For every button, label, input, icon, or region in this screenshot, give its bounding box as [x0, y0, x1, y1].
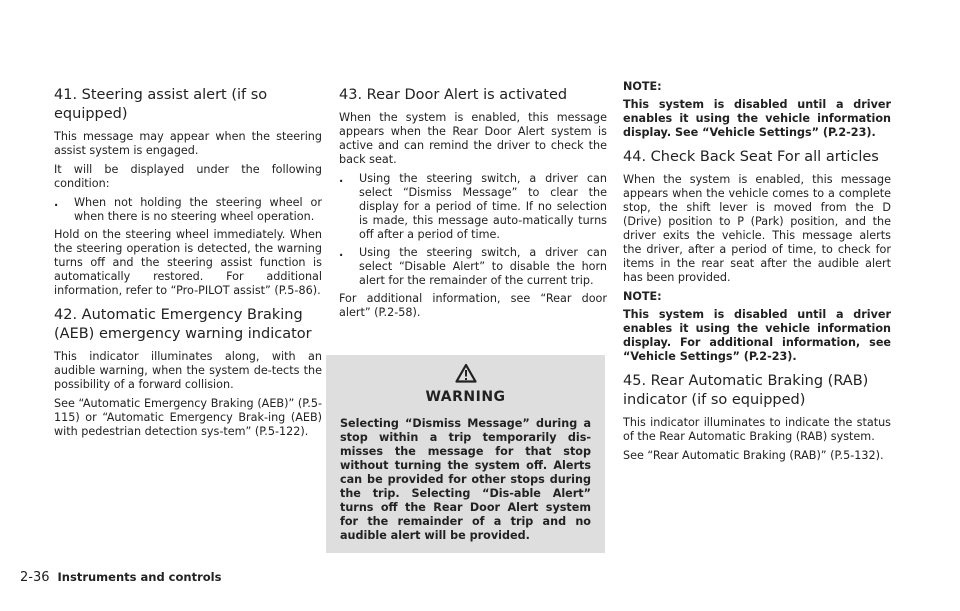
warning-triangle-icon	[455, 363, 477, 387]
note-1-heading: NOTE:	[623, 80, 662, 93]
section-41-para-2: It will be displayed under the following condition:	[54, 163, 322, 190]
section-43-bullet-2	[339, 246, 607, 288]
section-41-title: 41. Steering assist alert (if so equipped)	[54, 87, 268, 122]
warning-box	[326, 355, 605, 553]
page-number: 2-36	[20, 570, 50, 585]
bullet-marker: .	[339, 246, 344, 259]
bullet-marker: .	[54, 196, 59, 209]
column-left	[54, 86, 322, 444]
bullet-text: Using the steering switch, a driver can select “Dismiss Message” to clear the display for a period of time. If no selection is made, this message auto-matically turns off after a period of time.	[359, 172, 607, 241]
note-2-heading: NOTE:	[623, 290, 662, 303]
bullet-text: When not holding the steering wheel or when there is no steering wheel operation.	[74, 196, 322, 223]
warning-header	[326, 363, 605, 405]
section-44-title: 44. Check Back Seat For all articles	[623, 149, 879, 165]
section-45-para-2: See “Rear Automatic Braking (RAB)” (P.5-132).	[623, 449, 884, 462]
bullet-marker: .	[339, 172, 344, 185]
warning-text: Selecting “Dismiss Message” during a stop within a trip temporarily dis-misses the message for that stop without turning the system off. Alerts can be provided for other stops during the trip. Selecting “Dis-able Alert” turns off the Rear Door Alert system for the remainder of a trip and no audible alert will be provided.	[340, 417, 591, 542]
section-43-para-1: When the system is enabled, this message appears when the Rear Door Alert system is active and can remind the driver to check the back seat.	[339, 111, 607, 166]
section-43-para-2: For additional information, see “Rear door alert” (P.2-58).	[339, 292, 607, 319]
page-footer	[20, 570, 221, 585]
note-1-body: This system is disabled until a driver enables it using the vehicle information display. See “Vehicle Settings” (P.2-23).	[623, 98, 891, 139]
section-41-bullet-1	[54, 196, 322, 224]
section-41-para-3: Hold on the steering wheel immediately. When the steering operation is detected, the warning turns off and the steering assist function is automatically restored. For additional information, refer to “Pro-PILOT assist” (P.5-86).	[54, 228, 322, 297]
section-42-para-2: See “Automatic Emergency Braking (AEB)” (P.5-115) or “Automatic Emergency Brak-ing (AEB) with pedestrian detection sys-tem” (P.5-122).	[54, 397, 322, 438]
section-name: Instruments and controls	[57, 570, 222, 584]
column-middle	[339, 86, 607, 325]
bullet-text: Using the steering switch, a driver can select “Disable Alert” to disable the horn alert for the remainder of the current trip.	[359, 246, 607, 287]
section-44-para-1: When the system is enabled, this message appears when the vehicle comes to a complete stop, the shift lever is moved from the D (Drive) position to P (Park) position, and the driver exits the vehicle. This message alerts the driver, after a period of time, to check for items in the rear seat after the audible alert has been provided.	[623, 173, 891, 284]
section-45-title: 45. Rear Automatic Braking (RAB) indicator (if so equipped)	[623, 373, 869, 408]
section-43-bullet-1	[339, 172, 607, 242]
section-43-title: 43. Rear Door Alert is activated	[339, 87, 568, 103]
section-42-para-1: This indicator illuminates along, with an audible warning, when the system de-tects the possibility of a forward collision.	[54, 350, 322, 391]
note-2-body: This system is disabled until a driver enables it using the vehicle information display. For additional information, see “Vehicle Settings” (P.2-23).	[623, 308, 891, 363]
section-42-title: 42. Automatic Emergency Braking (AEB) emergency warning indicator	[54, 307, 312, 342]
warning-title: WARNING	[425, 389, 506, 405]
section-41-para-1: This message may appear when the steering assist system is engaged.	[54, 130, 322, 157]
section-45-para-1: This indicator illuminates to indicate the status of the Rear Automatic Braking (RAB) system.	[623, 416, 891, 443]
column-right	[623, 80, 891, 468]
